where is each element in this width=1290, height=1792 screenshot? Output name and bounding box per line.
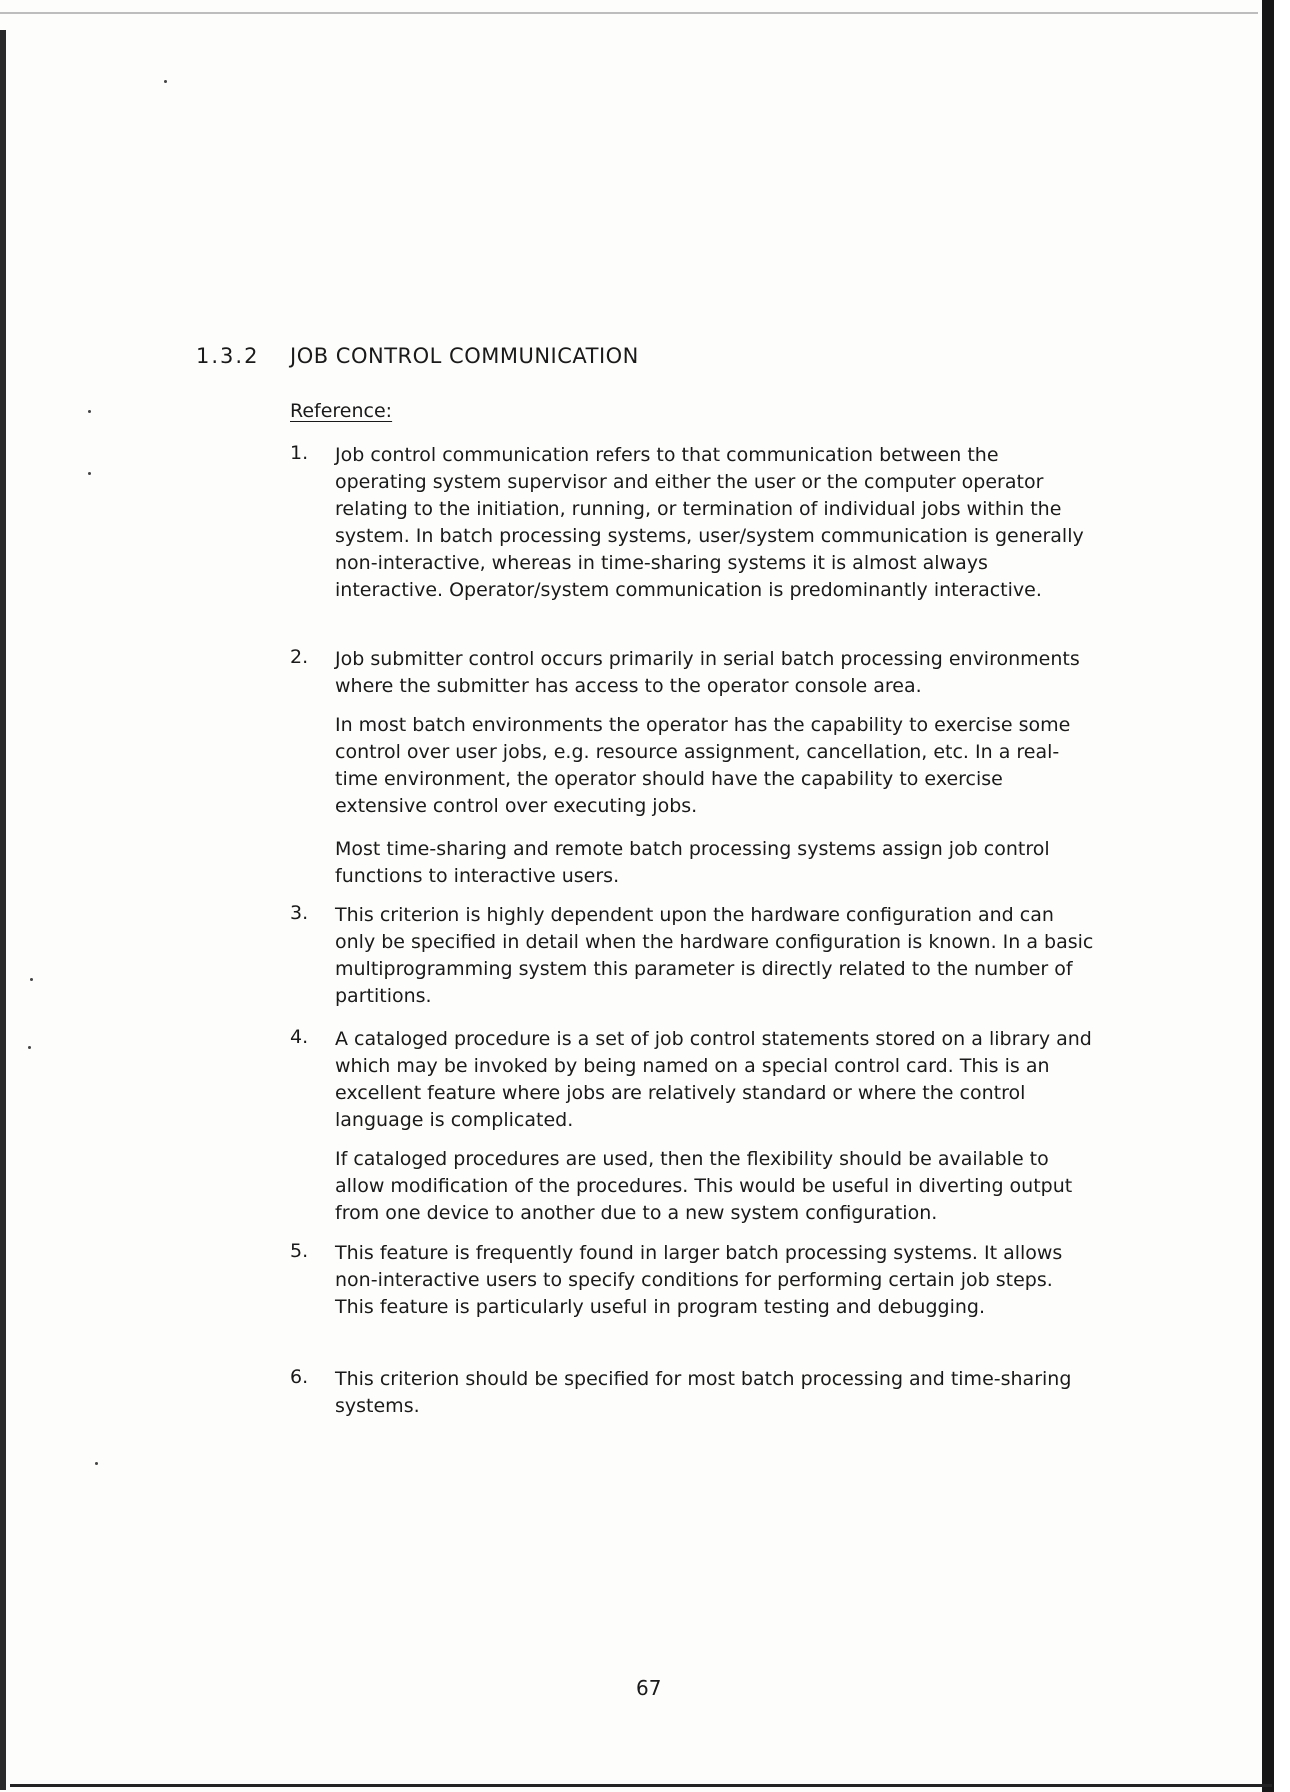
item-paragraph: Job control communication refers to that communication between the operating system supervisor and either the user or the computer operator relating to the initiation, running, or termination of individual jobs within the system. In batch processing systems, user/system communication is generally non-interactive, whereas in time-sharing systems it is almost always interactive. Operator/system communication is predominantly interactive. [335,444,1084,601]
item-number: 3. [290,902,309,924]
page-right-edge [1262,0,1274,1792]
scan-speck [88,472,91,475]
page-left-edge [0,30,6,1790]
section-title: JOB CONTROL COMMUNICATION [290,344,639,368]
item-paragraph: If cataloged procedures are used, then the flexibility should be available to allow modification of the procedures. This would be useful in diverting output from one device to another due to a new system configuration. [335,1148,1073,1224]
item-paragraph: This criterion should be specified for most batch processing and time-sharing systems. [335,1368,1072,1417]
scan-speck [164,80,167,83]
item-paragraph: In most batch environments the operator has the capability to exercise some control over user jobs, e.g. resource assignment, cancellation, etc. In a real-time environment, the operator should have the capability to exercise extensive control over executing jobs. [335,714,1071,817]
item-number: 2. [290,646,309,668]
page-top-edge [0,12,1258,14]
scan-speck [95,1462,98,1465]
item-number: 5. [290,1240,309,1262]
item-paragraph: This criterion is highly dependent upon the hardware configuration and can only be specified in detail when the hardware configuration is known. In a basic multiprogramming system this parameter is directly related to the number of partitions. [335,904,1094,1007]
scan-speck [88,410,91,413]
page-bottom-edge [10,1784,1272,1787]
item-number: 1. [290,442,309,464]
section-number: 1.3.2 [196,344,260,368]
scan-speck [28,1046,31,1049]
page-right-margin [1274,0,1290,1792]
item-number: 4. [290,1026,309,1048]
page-number: 67 [636,1676,662,1700]
item-paragraph: A cataloged procedure is a set of job control statements stored on a library and which may be invoked by being named on a special control card. This is an excellent feature where jobs are relatively standard or where the control language is complicated. [335,1028,1092,1131]
scan-speck [30,978,33,981]
item-paragraph: Most time-sharing and remote batch processing systems assign job control functions to interactive users. [335,838,1050,887]
reference-label: Reference: [290,400,393,422]
item-paragraph: This feature is frequently found in larger batch processing systems. It allows non-interactive users to specify conditions for performing certain job steps. This feature is particularly useful in program testing and debugging. [335,1242,1063,1318]
item-number: 6. [290,1366,309,1388]
item-paragraph: Job submitter control occurs primarily in serial batch processing environments where the submitter has access to the operator console area. [335,648,1080,697]
